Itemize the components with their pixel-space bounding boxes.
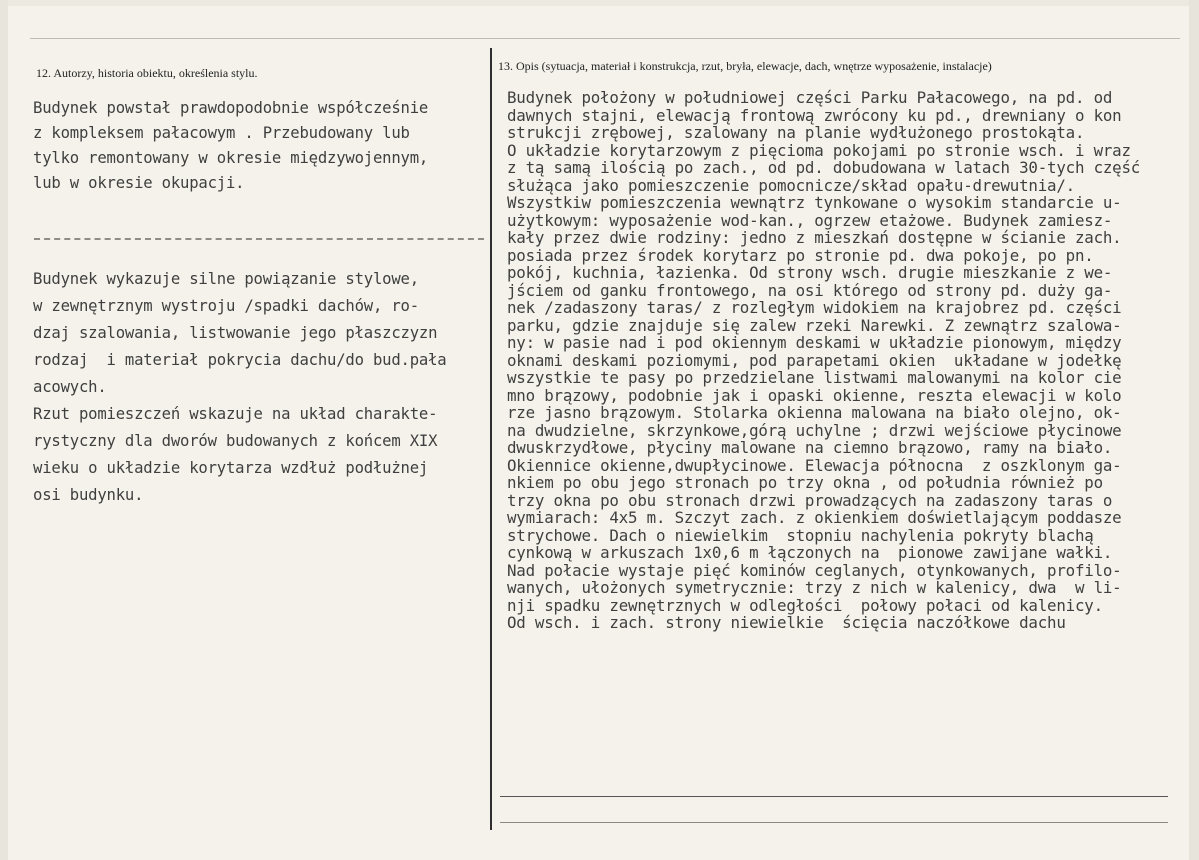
column-divider: [490, 48, 492, 830]
card-top-edge: [0, 0, 1199, 6]
style-text: Budynek wykazuje silne powiązanie stylowe, w zewnętrznym wystroju /spadki dachów, ro- dzaj szalowania, listwowanie jego płaszczyzn rodzaj i materiał pokrycia dachu/do bud.pała acowych. Rzut pomieszczeń wskazuje na układ charakte- rystyczny dla dworów budowanych z końcem XIX wieku o układzie korytarza wzdłuż podłużnej osi budynku.: [33, 270, 447, 504]
card-right-edge: [1189, 0, 1199, 860]
bottom-rule: [500, 796, 1168, 797]
section-12-heading: 12. Autorzy, historia obiektu, określenia stylu.: [36, 66, 258, 80]
top-rule: [30, 38, 1180, 39]
history-text: Budynek powstał prawdopodobnie współcześnie z kompleksem pałacowym . Przebudowany lub tylko remontowany w okresie międzywojennym, lub w okresie okupacji.: [33, 99, 429, 192]
section-13-heading: 13. Opis (sytuacja, materiał i konstrukcja, rzut, bryła, elewacje, dach, wnętrze wyposażenie, instalacje): [498, 59, 992, 73]
card-left-edge: [0, 0, 8, 860]
dashed-separator: [34, 238, 484, 240]
description-text: Budynek położony w południowej części Parku Pałacowego, na pd. od dawnych stajni, elewacją frontową zwrócony ku pd., drewniany o kon strukcji zrębowej, szalowany na planie wydłużonego prostokąta. O układzie korytarzowym z pięcioma pokojami po stronie wsch. i wraz z tą samą ilością po zach., od pd. dobudowana w latach 30-tych część służąca jako pomieszczenie pomocnicze/skład opału-drewutnia/. Wszystkiw pomieszczenia wewnątrz tynkowane o wysokim standarcie u- użytkowym: wyposażenie wod-kan., ogrzew etażowe. Budynek zamiesz- kały przez dwie rodziny: jedno z mieszkań dostępne w ścianie zach. posiada przez środek korytarz po stronie pd. dwa pokoje, po pn. pokój, kuchnia, łazienka. Od strony wsch. drugie mieszkanie z we- jściem od ganku frontowego, na osi którego od strony pd. duży ga- nek /zadaszony taras/ z rozległym widokiem na krajobrez pd. części parku, gdzie znajduje się zalew rzeki Narewki. Z zewnątrz szalowa- ny: w pasie nad i pod okiennym deskami w układzie pionowym, między oknami deskami poziomymi, pod parapetami okien układane w jodełkę wszystkie te pasy po przedzielane listwami malowanymi na kolor cie mno brązowy, podobnie jak i opaski okienne, reszta elewacji w kolo rze jasno brązowym. Stolarka okienna malowana na biało olejno, ok- na dwudzielne, skrzynkowe,górą uchylne ; drzwi wejściowe płycinowe dwuskrzydłowe, płyciny malowane na ciemno brązowo, ramy na biało. Okiennice okienne,dwupłycinowe. Elewacja północna z oszklonym ga- nkiem po obu jego stronach po trzy okna , od południa również po trzy okna po obu stronach drzwi prowadzących na zadaszony taras o wymiarach: 4x5 m. Szczyt zach. z okienkiem doświetlającym poddasze strychowe. Dach o niewielkim stopniu nachylenia pokryty blachą cynkową w arkuszach 1x0,6 m łączonych na pionowe zawijane wałki. Nad połacie wystaje pięć kominów ceglanych, otynkowanych, profilo- wanych, ułożonych symetrycznie: trzy z nich w kalenicy, dwa w li- nji spadku zewnętrznych w odległości połowy połaci od kalenicy. Od wsch. i zach. strony niewielkie ścięcia naczółkowe dachu: [507, 88, 1141, 632]
bottom-rule-secondary: [500, 822, 1168, 823]
